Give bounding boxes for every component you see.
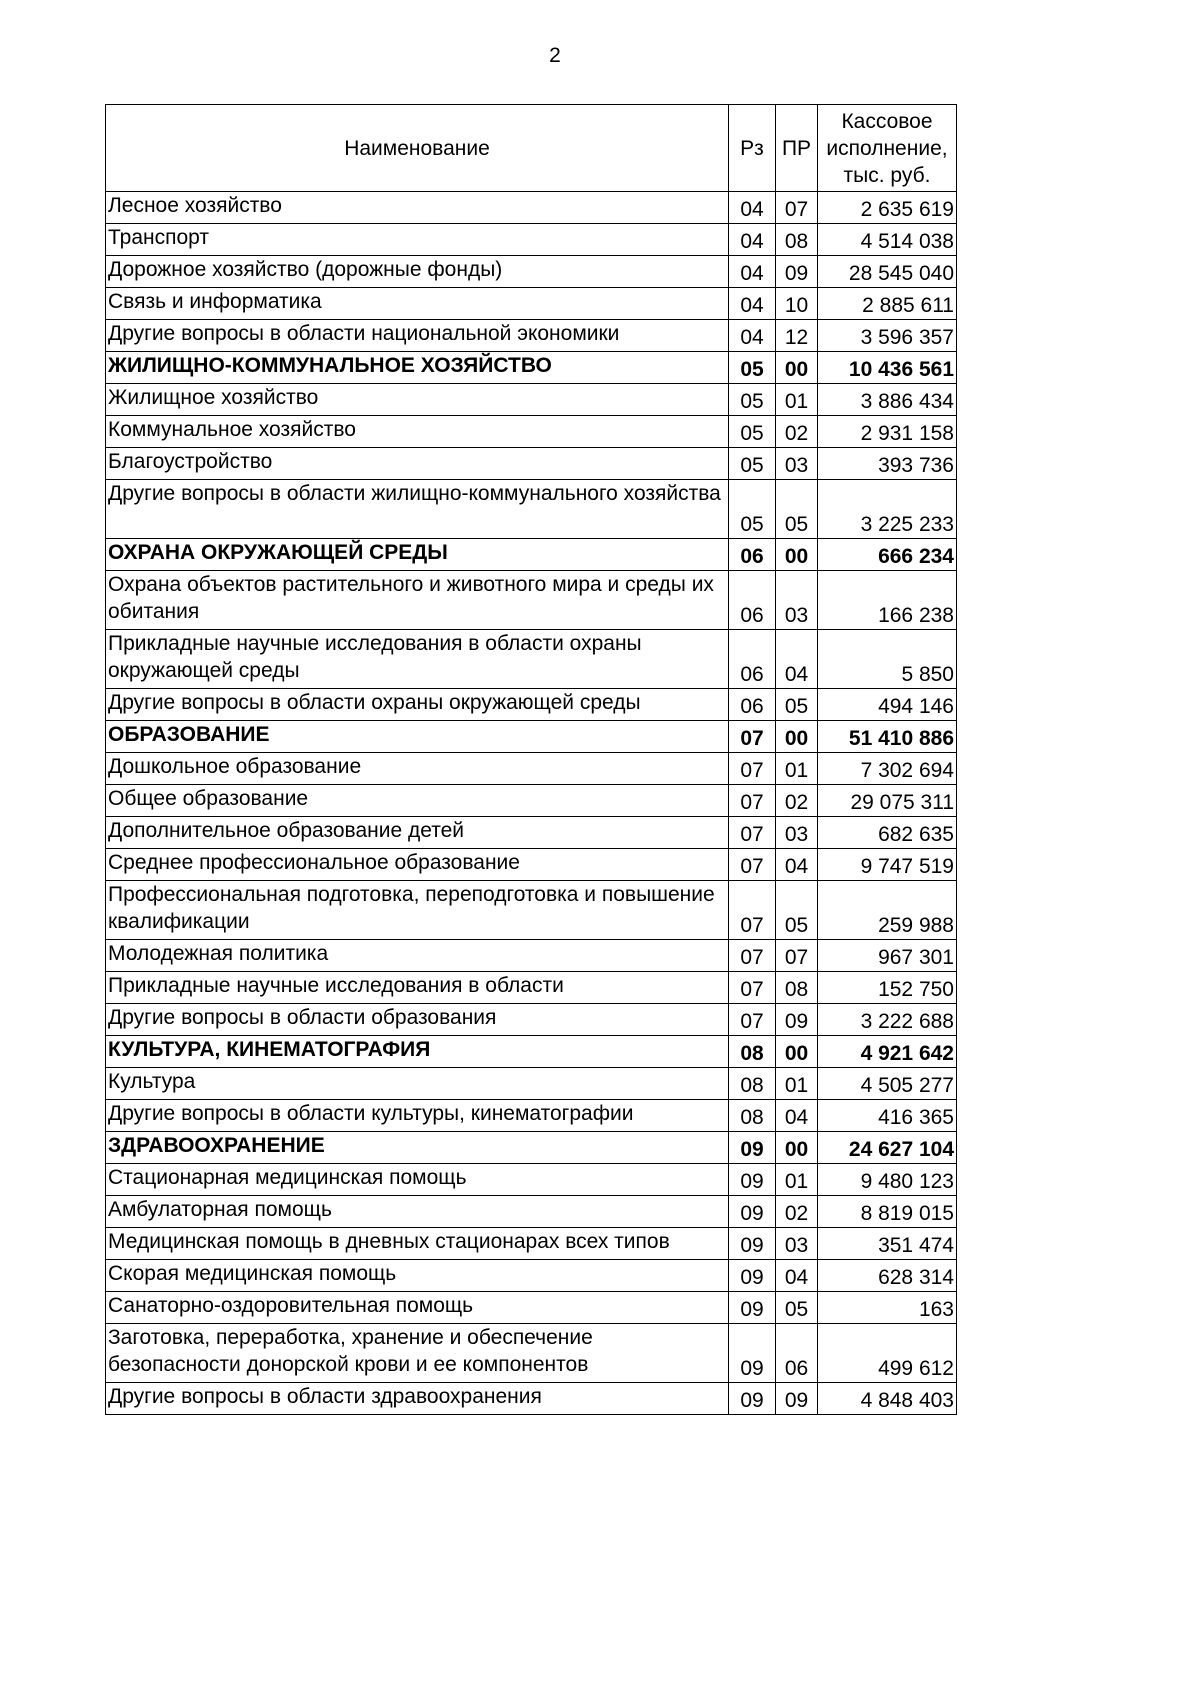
- row-name: Другие вопросы в области национальной экономики: [106, 320, 729, 352]
- row-name: Стационарная медицинская помощь: [106, 1164, 729, 1196]
- row-sum: 967 301: [818, 940, 957, 972]
- row-name: Жилищное хозяйство: [106, 384, 729, 416]
- row-sum: 28 545 040: [818, 256, 957, 288]
- table-row: [106, 1383, 957, 1415]
- row-sum: 51 410 886: [818, 721, 957, 753]
- row-pr: 05: [776, 480, 818, 539]
- row-pr: 00: [776, 721, 818, 753]
- row-pr: 10: [776, 288, 818, 320]
- header-rz: Рз: [729, 105, 776, 192]
- row-pr: 02: [776, 1196, 818, 1228]
- row-pr: 06: [776, 1324, 818, 1383]
- row-sum: 29 075 311: [818, 785, 957, 817]
- row-rz: 05: [729, 448, 776, 480]
- row-rz: 08: [729, 1036, 776, 1068]
- table-row: [106, 1004, 957, 1036]
- row-name: Охрана объектов растительного и животного мира и среды их обитания: [106, 571, 729, 630]
- table-row: [106, 881, 957, 940]
- row-name: Другие вопросы в области образования: [106, 1004, 729, 1036]
- row-rz: 04: [729, 256, 776, 288]
- row-sum: 4 921 642: [818, 1036, 957, 1068]
- section-row: [106, 352, 957, 384]
- row-name: ОБРАЗОВАНИЕ: [106, 721, 729, 753]
- section-row: [106, 721, 957, 753]
- row-pr: 03: [776, 571, 818, 630]
- row-name: ОХРАНА ОКРУЖАЮЩЕЙ СРЕДЫ: [106, 539, 729, 571]
- row-sum: 259 988: [818, 881, 957, 940]
- row-name: Санаторно-оздоровительная помощь: [106, 1292, 729, 1324]
- table-row: [106, 972, 957, 1004]
- row-rz: 05: [729, 480, 776, 539]
- row-pr: 00: [776, 1132, 818, 1164]
- row-pr: 01: [776, 753, 818, 785]
- row-sum: 3 222 688: [818, 1004, 957, 1036]
- row-name: Дополнительное образование детей: [106, 817, 729, 849]
- table-row: [106, 320, 957, 352]
- table-row: [106, 1068, 957, 1100]
- row-rz: 08: [729, 1068, 776, 1100]
- table-row: [106, 1100, 957, 1132]
- row-sum: 152 750: [818, 972, 957, 1004]
- row-pr: 01: [776, 1164, 818, 1196]
- row-rz: 05: [729, 384, 776, 416]
- row-name: Культура: [106, 1068, 729, 1100]
- row-pr: 05: [776, 881, 818, 940]
- row-pr: 02: [776, 416, 818, 448]
- row-pr: 00: [776, 352, 818, 384]
- row-name: Прикладные научные исследования в области: [106, 972, 729, 1004]
- row-sum: 494 146: [818, 689, 957, 721]
- row-name: Другие вопросы в области здравоохранения: [106, 1383, 729, 1415]
- row-rz: 09: [729, 1324, 776, 1383]
- table-body: [106, 192, 957, 1415]
- row-pr: 03: [776, 1228, 818, 1260]
- row-sum: 9 747 519: [818, 849, 957, 881]
- row-name: Молодежная политика: [106, 940, 729, 972]
- row-name: Заготовка, переработка, хранение и обеспечение безопасности донорской крови и ее компонентов: [106, 1324, 729, 1383]
- row-sum: 4 505 277: [818, 1068, 957, 1100]
- table-row: [106, 571, 957, 630]
- row-name: КУЛЬТУРА, КИНЕМАТОГРАФИЯ: [106, 1036, 729, 1068]
- row-pr: 09: [776, 1004, 818, 1036]
- section-row: [106, 1036, 957, 1068]
- row-pr: 03: [776, 448, 818, 480]
- table-row: [106, 1164, 957, 1196]
- table-row: [106, 940, 957, 972]
- row-pr: 04: [776, 1100, 818, 1132]
- row-rz: 04: [729, 224, 776, 256]
- row-pr: 12: [776, 320, 818, 352]
- row-sum: 2 885 611: [818, 288, 957, 320]
- row-name: Профессиональная подготовка, переподготовка и повышение квалификации: [106, 881, 729, 940]
- row-name: Амбулаторная помощь: [106, 1196, 729, 1228]
- row-rz: 04: [729, 192, 776, 224]
- row-sum: 682 635: [818, 817, 957, 849]
- row-sum: 5 850: [818, 630, 957, 689]
- table-row: [106, 416, 957, 448]
- table-row: [106, 288, 957, 320]
- table-row: [106, 689, 957, 721]
- row-sum: 2 635 619: [818, 192, 957, 224]
- budget-execution-table: [105, 104, 957, 1415]
- row-pr: 03: [776, 817, 818, 849]
- row-rz: 07: [729, 785, 776, 817]
- row-rz: 06: [729, 630, 776, 689]
- row-pr: 05: [776, 689, 818, 721]
- table-row: [106, 1324, 957, 1383]
- row-sum: 24 627 104: [818, 1132, 957, 1164]
- row-sum: 351 474: [818, 1228, 957, 1260]
- table-row: [106, 817, 957, 849]
- row-name: Общее образование: [106, 785, 729, 817]
- row-pr: 08: [776, 224, 818, 256]
- page-number: 2: [549, 44, 561, 67]
- row-sum: 393 736: [818, 448, 957, 480]
- row-rz: 09: [729, 1164, 776, 1196]
- table-row: [106, 1196, 957, 1228]
- row-name: Коммунальное хозяйство: [106, 416, 729, 448]
- table-row: [106, 753, 957, 785]
- row-pr: 08: [776, 972, 818, 1004]
- table-row: [106, 256, 957, 288]
- row-sum: 666 234: [818, 539, 957, 571]
- row-rz: 09: [729, 1196, 776, 1228]
- row-rz: 07: [729, 849, 776, 881]
- row-pr: 01: [776, 384, 818, 416]
- row-pr: 05: [776, 1292, 818, 1324]
- table-row: [106, 785, 957, 817]
- row-sum: 8 819 015: [818, 1196, 957, 1228]
- row-rz: 09: [729, 1383, 776, 1415]
- row-pr: 07: [776, 940, 818, 972]
- table-row: [106, 224, 957, 256]
- row-rz: 07: [729, 972, 776, 1004]
- row-sum: 416 365: [818, 1100, 957, 1132]
- table-row: [106, 448, 957, 480]
- row-sum: 628 314: [818, 1260, 957, 1292]
- row-pr: 02: [776, 785, 818, 817]
- header-cash-execution: Кассовое исполнение, тыс. руб.: [818, 105, 957, 192]
- row-name: Лесное хозяйство: [106, 192, 729, 224]
- row-name: Другие вопросы в области охраны окружающей среды: [106, 689, 729, 721]
- row-sum: 2 931 158: [818, 416, 957, 448]
- table-row: [106, 1260, 957, 1292]
- row-name: Дорожное хозяйство (дорожные фонды): [106, 256, 729, 288]
- row-name: Связь и информатика: [106, 288, 729, 320]
- row-rz: 05: [729, 416, 776, 448]
- row-rz: 08: [729, 1100, 776, 1132]
- row-rz: 04: [729, 320, 776, 352]
- section-row: [106, 539, 957, 571]
- row-pr: 09: [776, 256, 818, 288]
- row-rz: 07: [729, 721, 776, 753]
- table-row: [106, 630, 957, 689]
- row-pr: 00: [776, 1036, 818, 1068]
- row-name: ЖИЛИЩНО-КОММУНАЛЬНОЕ ХОЗЯЙСТВО: [106, 352, 729, 384]
- row-rz: 09: [729, 1292, 776, 1324]
- row-rz: 07: [729, 817, 776, 849]
- row-name: Дошкольное образование: [106, 753, 729, 785]
- row-rz: 06: [729, 539, 776, 571]
- row-rz: 06: [729, 571, 776, 630]
- row-rz: 07: [729, 753, 776, 785]
- row-rz: 09: [729, 1260, 776, 1292]
- row-sum: 163: [818, 1292, 957, 1324]
- row-rz: 07: [729, 940, 776, 972]
- header-name: Наименование: [106, 105, 729, 192]
- row-sum: 4 848 403: [818, 1383, 957, 1415]
- row-pr: 07: [776, 192, 818, 224]
- row-pr: 04: [776, 849, 818, 881]
- row-name: Скорая медицинская помощь: [106, 1260, 729, 1292]
- table-row: [106, 480, 957, 539]
- section-row: [106, 1132, 957, 1164]
- table-row: [106, 849, 957, 881]
- row-pr: 01: [776, 1068, 818, 1100]
- row-rz: 09: [729, 1228, 776, 1260]
- row-name: Среднее профессиональное образование: [106, 849, 729, 881]
- row-sum: 4 514 038: [818, 224, 957, 256]
- table-row: [106, 1292, 957, 1324]
- row-sum: 499 612: [818, 1324, 957, 1383]
- row-rz: 05: [729, 352, 776, 384]
- row-pr: 04: [776, 1260, 818, 1292]
- row-rz: 07: [729, 881, 776, 940]
- row-name: Благоустройство: [106, 448, 729, 480]
- row-name: Прикладные научные исследования в области охраны окружающей среды: [106, 630, 729, 689]
- table-row: [106, 1228, 957, 1260]
- row-sum: 3 596 357: [818, 320, 957, 352]
- row-sum: 9 480 123: [818, 1164, 957, 1196]
- row-sum: 7 302 694: [818, 753, 957, 785]
- row-name: ЗДРАВООХРАНЕНИЕ: [106, 1132, 729, 1164]
- table-row: [106, 384, 957, 416]
- row-name: Транспорт: [106, 224, 729, 256]
- row-sum: 166 238: [818, 571, 957, 630]
- table-row: [106, 192, 957, 224]
- row-pr: 04: [776, 630, 818, 689]
- row-rz: 06: [729, 689, 776, 721]
- row-sum: 3 886 434: [818, 384, 957, 416]
- row-name: Медицинская помощь в дневных стационарах всех типов: [106, 1228, 729, 1260]
- row-sum: 3 225 233: [818, 480, 957, 539]
- row-rz: 07: [729, 1004, 776, 1036]
- row-name: Другие вопросы в области жилищно-коммунального хозяйства: [106, 480, 729, 539]
- row-name: Другие вопросы в области культуры, кинематографии: [106, 1100, 729, 1132]
- row-pr: 09: [776, 1383, 818, 1415]
- table-header-row: [106, 105, 957, 192]
- row-sum: 10 436 561: [818, 352, 957, 384]
- row-pr: 00: [776, 539, 818, 571]
- header-pr: ПР: [776, 105, 818, 192]
- row-rz: 09: [729, 1132, 776, 1164]
- row-rz: 04: [729, 288, 776, 320]
